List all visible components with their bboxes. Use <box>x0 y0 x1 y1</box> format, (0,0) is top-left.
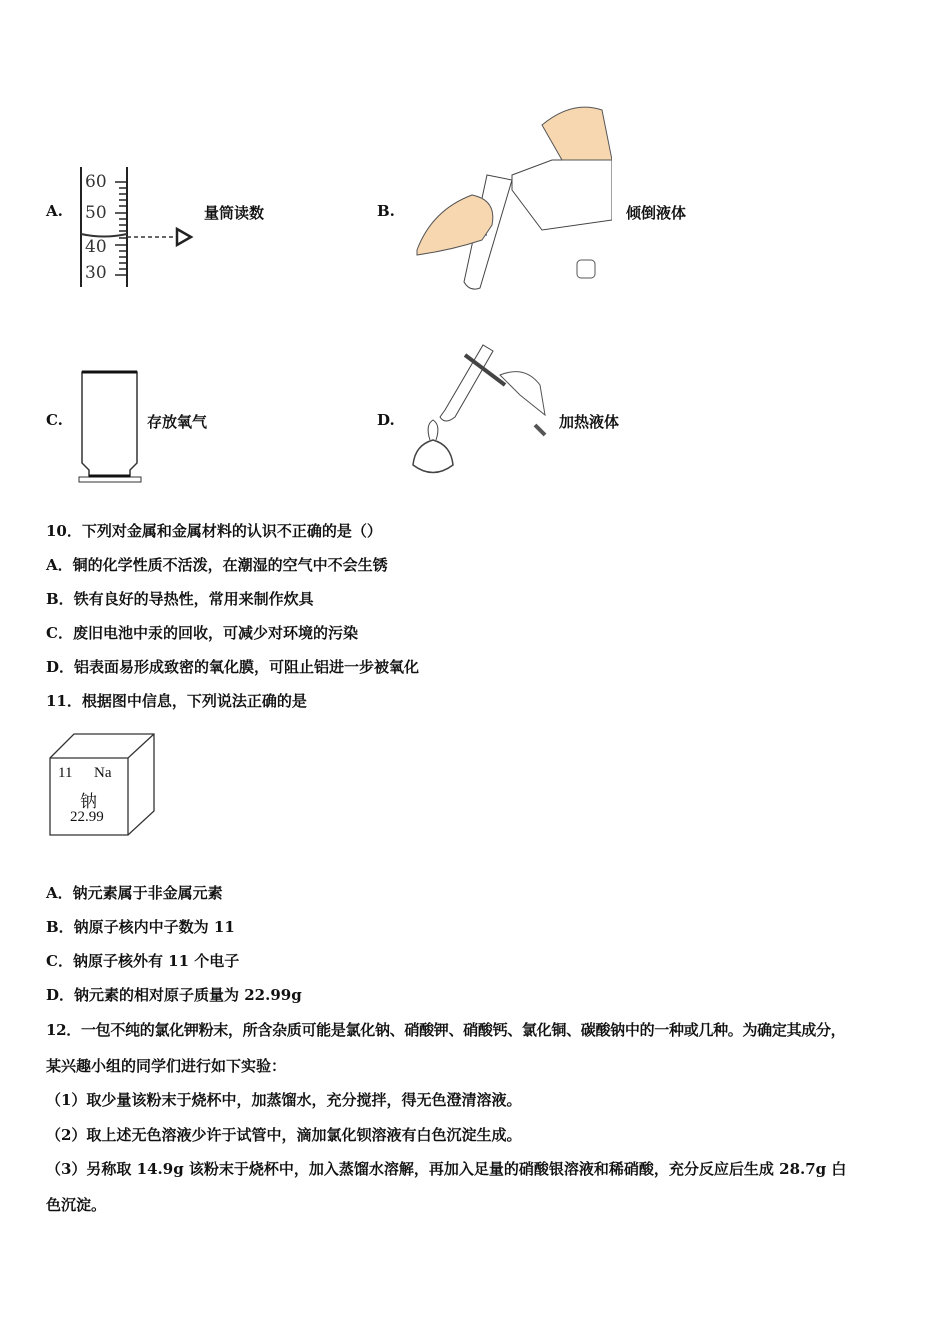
element-number: 11 <box>58 765 73 781</box>
element-name: 钠 <box>80 792 97 811</box>
option-b-letter: B. <box>377 202 395 220</box>
option-a-caption: 量筒读数 <box>204 204 265 222</box>
option-d-letter: D. <box>377 411 395 429</box>
q12-step-1: （1）取少量该粉末于烧杯中，加蒸馏水，充分搅拌，得无色澄清溶液。 <box>46 1091 522 1109</box>
q12-stem-line2: 某兴趣小组的同学们进行如下实验： <box>46 1057 287 1075</box>
pouring-liquid-figure <box>412 100 612 290</box>
element-mass: 22.99 <box>70 809 104 825</box>
q10-option-b: B．铁有良好的导热性，常用来制作炊具 <box>46 590 314 608</box>
option-a-letter: A. <box>46 202 63 220</box>
scale-label-40: 40 <box>85 237 107 257</box>
option-d-caption: 加热液体 <box>559 413 620 431</box>
q11-stem: 11．根据图中信息，下列说法正确的是 <box>46 692 307 710</box>
q10-option-d: D．铝表面易形成致密的氧化膜，可阻止铝进一步被氧化 <box>46 658 420 676</box>
q10-option-a: A．铜的化学性质不活泼，在潮湿的空气中不会生锈 <box>46 556 388 574</box>
q11-option-d: D．钠元素的相对原子质量为 22.99g <box>46 986 302 1004</box>
q12-step-3-continued: 色沉淀。 <box>46 1196 107 1214</box>
option-b-caption: 倾倒液体 <box>626 204 687 222</box>
scale-label-50: 50 <box>85 203 107 223</box>
scale-label-30: 30 <box>85 263 107 283</box>
q11-option-b: B．钠原子核内中子数为 11 <box>46 918 235 936</box>
q11-option-a: A．钠元素属于非金属元素 <box>46 884 223 902</box>
option-c-letter: C. <box>46 411 63 429</box>
element-symbol: Na <box>94 765 112 781</box>
q10-stem: 10．下列对金属和金属材料的认识不正确的是（） <box>46 522 382 540</box>
q12-stem-line1: 12．一包不纯的氯化钾粉末，所含杂质可能是氯化钠、硝酸钾、硝酸钙、氯化铜、碳酸钠中的一种或几种。为确定其成分， <box>46 1021 846 1039</box>
gas-bottle-figure <box>75 368 145 483</box>
option-c-caption: 存放氧气 <box>147 413 208 431</box>
q12-step-3: （3）另称取 14.9g 该粉末于烧杯中，加入蒸馏水溶解，再加入足量的硝酸银溶液和稀硝酸，充分反应后生成 28.7g 白 <box>46 1160 847 1178</box>
scale-label-60: 60 <box>85 172 107 192</box>
q10-option-c: C．废旧电池中汞的回收，可减少对环境的污染 <box>46 624 358 642</box>
q12-step-2: （2）取上述无色溶液少许于试管中，滴加氯化钡溶液有白色沉淀生成。 <box>46 1126 522 1144</box>
heating-liquid-figure <box>405 335 555 485</box>
element-card-sodium <box>48 733 156 837</box>
q11-option-c: C．钠原子核外有 11 个电子 <box>46 952 240 970</box>
